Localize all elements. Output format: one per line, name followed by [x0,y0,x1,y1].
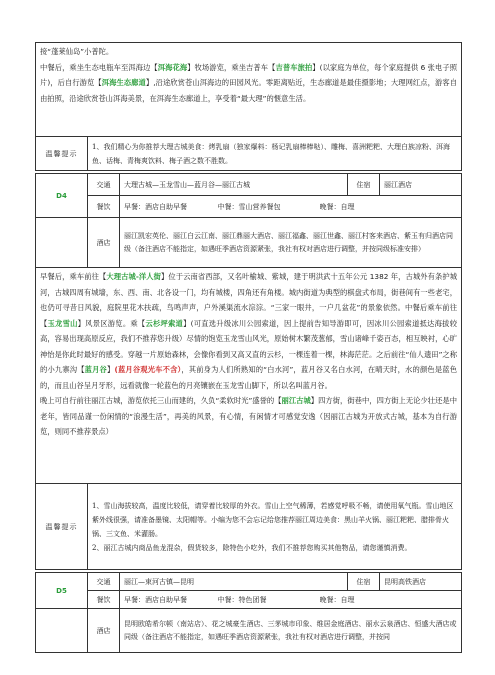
stay-value: 丽江酒店 [380,174,462,196]
hotel-list: 昆明欧皓希尔顿（南站店）、花之城豪生酒店、三茅城市印象、维居金庭酒店、丽水云泉酒店、恒盛大酒店或同级（备注酒店不能指定，如遇旺季酒店资源紧张，我社有权对酒店进行调整，并按同 [120,609,462,653]
day-label: D5 [36,573,88,609]
dinner: 晚餐：自理 [294,196,462,218]
highlight-dali-old-town: 大理古城-洋人街 [106,272,162,281]
meal-label: 餐饮 [88,591,120,609]
tip-table-1 [35,136,462,171]
lunch: 中餐：特色团餐 [214,591,294,609]
breakfast: 早餐：酒店自助早餐 [120,591,214,609]
body-text: 】四方街，街巷中，四方街上无论少壮还是中老年，皆同品谨一份闲情的“浪漫生活”，再美的风景，有心情，有闲情才可感觉安逸（因丽江古城为开放式古城，基本为自行游览，则同不推荐景点） [40,396,458,436]
meal-label: 餐饮 [88,196,120,218]
hotel-list: 丽江凯宏英伦、丽江白云江南、丽江鼎丽大酒店、丽江福鑫、丽江世鑫、丽江村客来酒店、紫玉有归酒店同级（备注酒店不能指定，如遇旺季酒店资源紧张，我社有权对酒店进行调整，并按同级标准安排） [120,218,462,268]
tip-line-1: 1、雪山海拔较高，温度比较低，请穿着比较厚的外衣。雪山上空气稀薄，若感觉呼吸不畅，请使用氧气瓶。雪山地区紫外线很强，请准备墨镜、太阳帽等。小编为您不会忘记给您推荐丽江周边美食：黑山羊火锅、丽江粑粑、腊排骨火锅、三文鱼、米灌肠。 [92,501,454,538]
highlight-jade-dragon: 玉龙雪山 [47,318,78,328]
body-text: 】(可直选升级冰川公园索道，因上提前告知导游即可，因冰川公园索道抵达海拔较高，容易出现高原反应，我们不推荐您升级）尽情的饱览玉龙雪山风光，原始树木繁茂葱郁，雪山诸峰千姿百态，相互映衬，心旷神怡是你此时最好的感受。穿越一片原始森林，会像你看到又高又直的云杉，一棵连着一棵，林海茫茫。之后前往“仙人遗田”之称的小九寨沟【 [40,318,458,374]
dinner: 晚餐：自理 [294,591,462,609]
intro-text: 】牧场游览，乘坐吉普车【 [187,62,276,72]
stay-label: 住宿 [348,573,380,591]
highlight-eco-corridor: 洱海生态廊道 [101,78,146,87]
traffic-route: 大理古城—玉龙雪山—蓝月谷—丽江古城 [120,174,348,196]
day-4-description [35,267,462,484]
intro-text: 】,沿途欣赏苍山洱海边的田园风光。零距离贴近，生态廊道是最佳摄影地；大理网红点，游客自由拍照，沿途欣赏苍山洱海美景，在洱海生态廊道上，享受着“最大理”的惬意生活。 [40,78,457,103]
highlight-jeep-photo: 吉普车旅拍 [275,62,313,72]
body-text: 】 [107,365,115,374]
empty-cell [36,218,88,268]
tip-label: 温馨提示 [36,137,88,171]
highlight-lijiang-old-town: 丽江古城 [281,396,311,405]
tip-line-2: 2、丽江古城内商品鱼龙混杂，假货较多，除特色小吃外，我们不推荐您购买其他物品，请您谨慎消费。 [92,543,412,552]
day-4-table [35,173,462,268]
traffic-label: 交通 [88,573,120,591]
itinerary-page [35,42,462,653]
tip-label: 温馨提示 [36,484,88,570]
highlight-spruce-cableway: 云杉坪索道 [145,318,184,328]
stay-value: 昆明高铁酒店 [380,573,462,591]
day-label: D4 [36,174,88,218]
body-text: 早餐后，乘车前往【 [40,272,107,281]
breakfast: 早餐：酒店自助早餐 [120,196,214,218]
body-text: 】位于云南省西部，又名叶榆城、紫城，建于明洪武十五年公元 1382 年，古城外有条护城河，古城四周有城墙，东、西、南、北各设一门，均有城楼，四角还有角楼。城内街道为典型的棋盘式布局，街巷间有一些老宅，也仍可寻昔日风貌，庭院里花木扶疏，鸟鸣声声，户外溪渠流水淙淙。“三家一眼井，一户几盆花”的景象依然。中餐后乘车前往【 [40,272,458,328]
paragraph-evening [40,393,457,440]
traffic-route: 丽江—束河古镇—昆明 [120,573,348,591]
intro-text: 】(以家庭为单位，每个家庭提供 6 张电子照片)，后自行游览【 [40,62,458,87]
intro-line-1: 接“蓬莱仙岛”小普陀。 [40,47,114,56]
body-text: ，其前身为人们所熟知的“白水河”，蓝月谷又名白水河，在晴天时，水的颜色是蓝色的，而且山谷呈月牙形，远看就像一轮蓝色的月亮镶嵌在玉龙雪山脚下，所以名叫蓝月谷。 [40,365,458,390]
tip-text [88,484,462,570]
tip-text: 1、我们精心为你推荐大理古城美食：烤乳扇（独家爆料：杨记乳扇棒棒哒）、雕梅、喜洲粑粑、大理白族凉粉、洱海鱼、话梅、青梅爽饮料、梅子酒之数不胜数。 [88,137,462,171]
intro-paragraph-2 [40,60,457,107]
highlight-erhai-flower-sea: 洱海花海 [157,62,188,72]
red-note: (蓝月谷观光车不含） [114,365,182,374]
tip-table-2 [35,483,462,570]
stay-label: 住宿 [348,174,380,196]
empty-cell [36,609,88,653]
intro-block [35,42,462,137]
body-text: 】风景区游览。乘【 [77,318,146,328]
day-5-table [35,572,462,653]
highlight-blue-moon-valley: 蓝月谷 [84,365,108,374]
hotel-label: 酒店 [88,218,120,268]
paragraph-morning [40,269,457,393]
hotel-label: 酒店 [88,609,120,653]
intro-text: 中餐后，乘坐生态电瓶车至洱海边【 [40,62,158,72]
lunch: 中餐：雪山营养餐包 [214,196,294,218]
body-text: 晚上可自行前往丽江古城，游览依托三山而建的，久负“柔软时光”盛誉的【 [40,396,282,405]
traffic-label: 交通 [88,174,120,196]
